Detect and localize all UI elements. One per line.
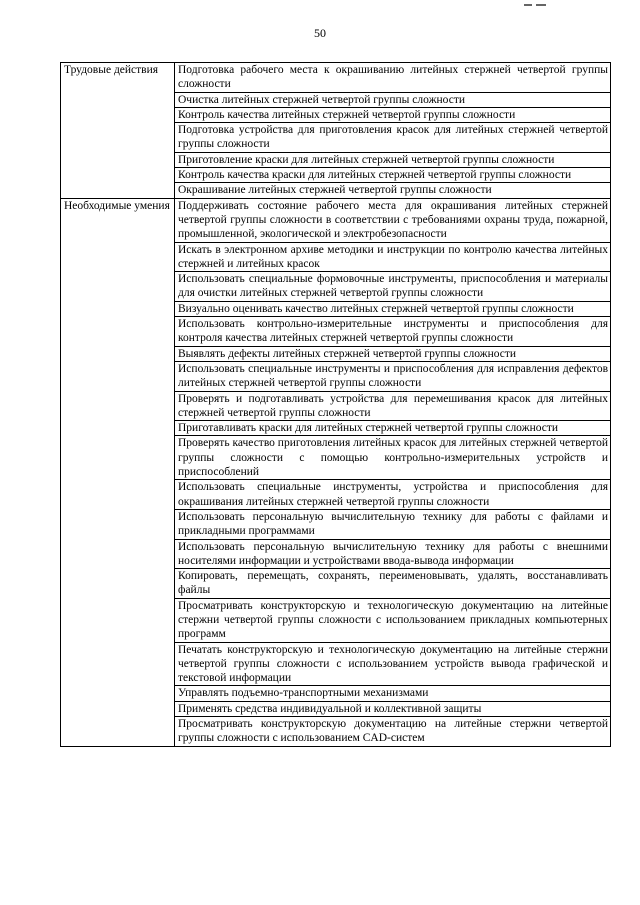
section-item: Применять средства индивидуальной и коллективной защиты xyxy=(175,701,611,716)
section-item: Использовать персональную вычислительную технику для работы с внешними носителями информации и устройствами ввода-вывода информации xyxy=(175,539,611,569)
section-item: Приготавливать краски для литейных стержней четвертой группы сложности xyxy=(175,421,611,436)
table-row xyxy=(61,63,611,93)
section-item: Просматривать конструкторскую и технологическую документацию на литейные стержни четвертой группы сложности с использованием прикладных компьютерных программ xyxy=(175,598,611,642)
competency-table-body xyxy=(61,63,611,747)
section-label: Необходимые умения xyxy=(61,198,175,746)
section-item: Подготовка устройства для приготовления красок для литейных стержней четвертой группы сложности xyxy=(175,123,611,153)
scan-mark xyxy=(522,2,582,8)
section-item: Использовать контрольно-измерительные инструменты и приспособления для контроля качества литейных стержней четвертой группы сложности xyxy=(175,317,611,347)
competency-table xyxy=(60,62,611,747)
section-item: Выявлять дефекты литейных стержней четвертой группы сложности xyxy=(175,346,611,361)
section-item: Приготовление краски для литейных стержней четвертой группы сложности xyxy=(175,152,611,167)
section-item: Печатать конструкторскую и технологическую документацию на литейные стержни четвертой группы сложности с использованием устройств вывода графической и текстовой информации xyxy=(175,642,611,686)
section-item: Использовать персональную вычислительную технику для работы с файлами и прикладными программами xyxy=(175,509,611,539)
page-number: 50 xyxy=(314,26,326,40)
section-item: Использовать специальные формовочные инструменты, приспособления и материалы для очистки литейных стержней четвертой группы сложности xyxy=(175,272,611,302)
section-item: Использовать специальные инструменты, устройства и приспособления для окрашивания литейных стержней четвертой группы сложности xyxy=(175,480,611,510)
section-item: Подготовка рабочего места к окрашиванию литейных стержней четвертой группы сложности xyxy=(175,63,611,93)
section-item: Контроль качества литейных стержней четвертой группы сложности xyxy=(175,107,611,122)
section-item: Копировать, перемещать, сохранять, переименовывать, удалять, восстанавливать файлы xyxy=(175,569,611,599)
section-item: Проверять качество приготовления литейных красок для литейных стержней четвертой группы сложности с помощью контрольно-измерительных устройств и приспособлений xyxy=(175,436,611,480)
section-item: Использовать специальные инструменты и приспособления для исправления дефектов литейных стержней четвертой группы сложности xyxy=(175,361,611,391)
section-item: Управлять подъемно-транспортными механизмами xyxy=(175,686,611,701)
section-item: Искать в электронном архиве методики и инструкции по контролю качества литейных стержней и литейных красок xyxy=(175,242,611,272)
section-label: Трудовые действия xyxy=(61,63,175,199)
section-item: Визуально оценивать качество литейных стержней четвертой группы сложности xyxy=(175,301,611,316)
section-item: Очистка литейных стержней четвертой группы сложности xyxy=(175,92,611,107)
table-row xyxy=(61,198,611,242)
section-item: Проверять и подготавливать устройства для перемешивания красок для литейных стержней четвертой группы сложности xyxy=(175,391,611,421)
section-item: Поддерживать состояние рабочего места для окрашивания литейных стержней четвертой группы сложности в соответствии с требованиями охраны труда, пожарной, промышленной, экологической и электробезопасности xyxy=(175,198,611,242)
section-item: Окрашивание литейных стержней четвертой группы сложности xyxy=(175,183,611,198)
section-item: Просматривать конструкторскую документацию на литейные стержни четвертой группы сложности с использованием CAD-систем xyxy=(175,717,611,747)
section-item: Контроль качества краски для литейных стержней четвертой группы сложности xyxy=(175,168,611,183)
